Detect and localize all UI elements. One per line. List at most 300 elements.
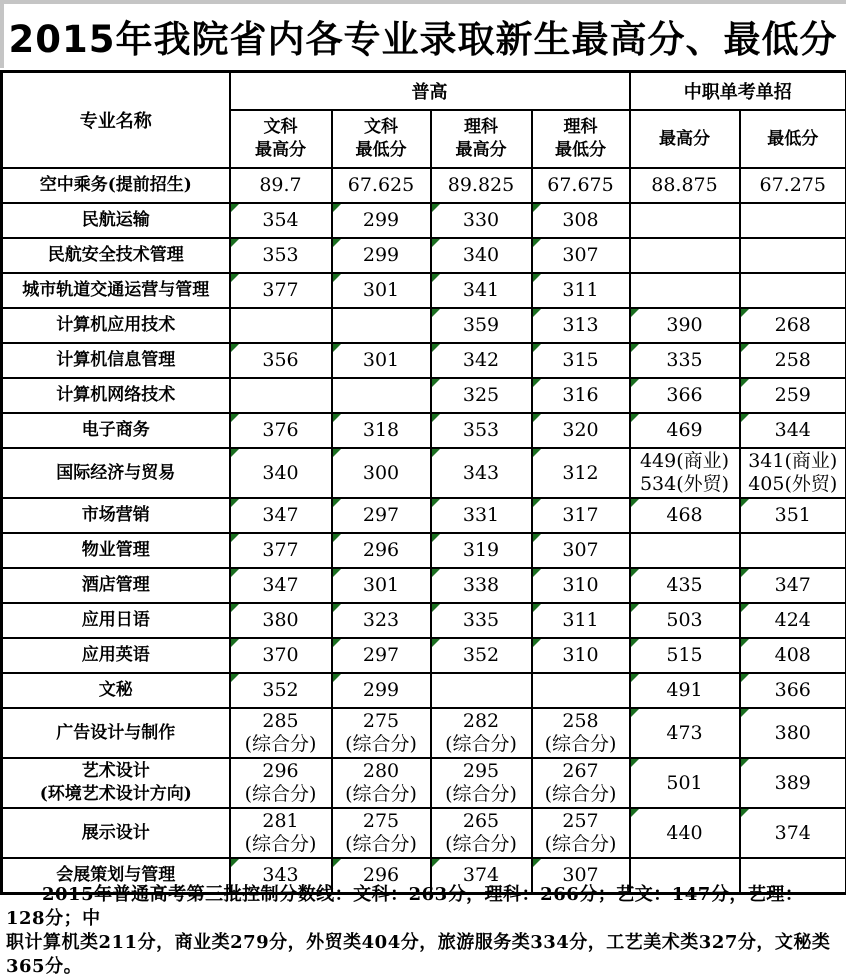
score-value: 299 [363,679,399,701]
table-row [2,603,846,638]
score-value: 424 [775,609,811,631]
error-indicator-icon [533,414,541,422]
error-indicator-icon [432,569,440,577]
score-cell [630,568,740,603]
score-cell [332,673,431,708]
score-cell [532,638,630,673]
score-cell [740,808,846,858]
error-indicator-icon [333,569,341,577]
score-cell [230,758,332,808]
score-value: 359 [463,314,499,336]
table-row [2,448,846,498]
score-cell [230,203,332,238]
error-indicator-icon [631,414,639,422]
error-indicator-icon [741,674,749,682]
header-group-vocational: 中职单考单招 [630,72,846,111]
error-indicator-icon [231,859,239,867]
major-name-cell: 物业管理 [2,533,230,568]
error-indicator-icon [741,414,749,422]
score-cell [630,343,740,378]
score-cell [740,378,846,413]
error-indicator-icon [231,534,239,542]
score-cell [630,603,740,638]
score-value: 312 [562,462,598,484]
error-indicator-icon [533,639,541,647]
score-cell [630,708,740,758]
table-row [2,568,846,603]
error-indicator-icon [741,309,749,317]
score-cell [532,448,630,498]
error-indicator-icon [231,604,239,612]
table-row [2,498,846,533]
score-value: 347 [262,574,298,596]
score-cell [332,638,431,673]
score-cell [532,568,630,603]
error-indicator-icon [432,604,440,612]
error-indicator-icon [432,204,440,212]
error-indicator-icon [631,344,639,352]
score-cell [431,378,532,413]
error-indicator-icon [432,344,440,352]
score-value: 440 [666,822,702,844]
error-indicator-icon [231,344,239,352]
table-row [2,413,846,448]
score-value: 88.875 [651,174,717,196]
major-name-cell: 艺术设计 (环境艺术设计方向) [2,758,230,808]
score-value: 67.625 [348,174,414,196]
error-indicator-icon [432,274,440,282]
score-cell [532,308,630,343]
score-cell [630,758,740,808]
score-value: 296 (综合分) [245,760,317,805]
score-value: 285 (综合分) [245,710,317,755]
score-cell [532,238,630,273]
major-name-cell: 展示设计 [2,808,230,858]
score-value: 89.7 [259,174,301,196]
score-value: 356 [262,349,298,371]
score-value: 352 [262,679,298,701]
score-value: 320 [562,419,598,441]
score-cell [230,378,332,413]
score-cell [431,568,532,603]
footnote: 2015年普通高考第三批控制分数线：文科：263分，理科：266分；艺文：147分，艺理：128分；中 职计算机类211分，商业类279分，外贸类404分，旅游服务类334分，工艺美术类327分，文秘类365分。 [6,883,840,979]
score-value: 374 [463,864,499,886]
error-indicator-icon [333,344,341,352]
score-value: 316 [562,384,598,406]
score-value: 67.275 [760,174,826,196]
score-cell [630,168,740,203]
score-value: 468 [666,504,702,526]
score-value: 389 [775,772,811,794]
header-vocational-max: 最高分 [630,110,740,168]
score-cell [431,308,532,343]
score-value: 341(商业) 405(外贸) [748,450,837,495]
score-value: 281 (综合分) [245,810,317,855]
error-indicator-icon [333,859,341,867]
error-indicator-icon [432,859,440,867]
score-value: 275 (综合分) [345,810,417,855]
error-indicator-icon [231,449,239,457]
major-name-cell: 计算机网络技术 [2,378,230,413]
page-title: 2015年我院省内各专业录取新生最高分、最低分 [4,6,842,66]
error-indicator-icon [333,414,341,422]
score-value: 297 [363,504,399,526]
error-indicator-icon [333,449,341,457]
score-value: 282 (综合分) [445,710,517,755]
error-indicator-icon [533,569,541,577]
error-indicator-icon [631,604,639,612]
score-value: 280 (综合分) [345,760,417,805]
score-value: 268 [775,314,811,336]
error-indicator-icon [533,379,541,387]
error-indicator-icon [231,239,239,247]
score-value: 307 [562,864,598,886]
score-cell [740,673,846,708]
error-indicator-icon [231,414,239,422]
score-value: 377 [262,279,298,301]
score-cell [332,758,431,808]
table-row [2,708,846,758]
header-vocational-min: 最低分 [740,110,846,168]
error-indicator-icon [533,309,541,317]
score-value: 352 [463,644,499,666]
score-cell [630,638,740,673]
score-cell [431,808,532,858]
header-arts-min: 文科 最低分 [332,110,431,168]
score-cell [431,498,532,533]
score-value: 380 [775,722,811,744]
score-cell [332,273,431,308]
error-indicator-icon [333,499,341,507]
error-indicator-icon [631,499,639,507]
score-value: 473 [666,722,702,744]
score-cell [230,568,332,603]
error-indicator-icon [333,604,341,612]
score-cell [431,708,532,758]
score-value: 310 [562,574,598,596]
score-cell [532,708,630,758]
window-top-edge [0,0,846,4]
score-value: 267 (综合分) [545,760,617,805]
score-value: 469 [666,419,702,441]
score-value: 258 [775,349,811,371]
error-indicator-icon [533,604,541,612]
score-cell [630,238,740,273]
error-indicator-icon [231,569,239,577]
score-cell [431,413,532,448]
error-indicator-icon [333,274,341,282]
score-cell [630,378,740,413]
score-cell [230,238,332,273]
score-cell [230,273,332,308]
error-indicator-icon [533,239,541,247]
score-value: 301 [363,574,399,596]
score-cell [532,378,630,413]
score-value: 501 [666,772,702,794]
header-row-groups [2,72,846,111]
major-name-cell: 市场营销 [2,498,230,533]
major-name-cell: 电子商务 [2,413,230,448]
score-cell [630,498,740,533]
score-value: 259 [775,384,811,406]
error-indicator-icon [231,639,239,647]
table-row [2,308,846,343]
error-indicator-icon [631,809,639,817]
score-cell [431,273,532,308]
score-cell [740,238,846,273]
score-cell [332,343,431,378]
score-cell [230,603,332,638]
score-cell [740,273,846,308]
score-cell [431,673,532,708]
score-value: 319 [463,539,499,561]
error-indicator-icon [333,239,341,247]
score-cell [740,343,846,378]
score-cell [332,203,431,238]
error-indicator-icon [432,534,440,542]
score-cell [230,343,332,378]
table-row [2,203,846,238]
major-name-cell: 应用日语 [2,603,230,638]
score-cell [332,808,431,858]
score-cell [332,533,431,568]
score-value: 347 [262,504,298,526]
table-row [2,378,846,413]
score-value: 275 (综合分) [345,710,417,755]
error-indicator-icon [533,344,541,352]
error-indicator-icon [533,859,541,867]
score-value: 301 [363,279,399,301]
major-name-cell: 民航运输 [2,203,230,238]
major-name-cell: 会展策划与管理 [2,858,230,894]
score-cell [230,708,332,758]
score-cell [230,448,332,498]
score-value: 307 [562,539,598,561]
header-science-max: 理科 最高分 [431,110,532,168]
score-value: 308 [562,209,598,231]
score-cell [740,638,846,673]
score-value: 311 [562,609,598,631]
score-cell [431,343,532,378]
score-cell [740,168,846,203]
score-value: 408 [775,644,811,666]
major-name-cell: 酒店管理 [2,568,230,603]
score-value: 366 [775,679,811,701]
score-value: 380 [262,609,298,631]
score-value: 449(商业) 534(外贸) [640,450,729,495]
score-cell [740,413,846,448]
score-cell [332,238,431,273]
score-value: 318 [363,419,399,441]
score-cell [532,498,630,533]
error-indicator-icon [432,449,440,457]
table-row [2,673,846,708]
score-cell [532,673,630,708]
score-cell [431,638,532,673]
score-cell [630,808,740,858]
score-value: 353 [262,244,298,266]
score-value: 515 [666,644,702,666]
score-cell [740,308,846,343]
score-cell [532,758,630,808]
score-value: 300 [363,462,399,484]
score-value: 338 [463,574,499,596]
score-cell [630,413,740,448]
score-cell [630,448,740,498]
score-cell [332,378,431,413]
error-indicator-icon [741,604,749,612]
score-cell [230,308,332,343]
score-cell [332,413,431,448]
score-cell [431,758,532,808]
error-indicator-icon [231,674,239,682]
table-row [2,808,846,858]
score-cell [740,498,846,533]
score-value: 67.675 [547,174,613,196]
table-row [2,533,846,568]
score-value: 351 [775,504,811,526]
error-indicator-icon [533,449,541,457]
header-science-min: 理科 最低分 [532,110,630,168]
error-indicator-icon [741,709,749,717]
score-cell [230,673,332,708]
score-value: 491 [666,679,702,701]
major-name-cell: 计算机信息管理 [2,343,230,378]
score-cell [230,638,332,673]
score-value: 347 [775,574,811,596]
score-value: 335 [666,349,702,371]
error-indicator-icon [432,379,440,387]
error-indicator-icon [432,639,440,647]
score-cell [532,273,630,308]
score-cell [532,603,630,638]
score-value: 315 [562,349,598,371]
major-name-cell: 应用英语 [2,638,230,673]
error-indicator-icon [533,204,541,212]
score-cell [332,308,431,343]
score-cell [740,758,846,808]
score-value: 299 [363,244,399,266]
score-cell [230,808,332,858]
score-value: 297 [363,644,399,666]
error-indicator-icon [333,674,341,682]
major-name-cell: 空中乘务(提前招生) [2,168,230,203]
score-value: 377 [262,539,298,561]
score-cell [230,498,332,533]
score-cell [230,168,332,203]
score-value: 89.825 [448,174,514,196]
score-value: 342 [463,349,499,371]
score-value: 307 [562,244,598,266]
error-indicator-icon [432,309,440,317]
score-cell [431,448,532,498]
score-value: 330 [463,209,499,231]
score-cell [332,168,431,203]
score-cell [630,273,740,308]
error-indicator-icon [741,809,749,817]
score-value: 317 [562,504,598,526]
major-name-cell: 计算机应用技术 [2,308,230,343]
error-indicator-icon [631,379,639,387]
scores-table [0,70,846,895]
score-cell [431,533,532,568]
error-indicator-icon [432,499,440,507]
error-indicator-icon [432,239,440,247]
error-indicator-icon [741,639,749,647]
score-value: 370 [262,644,298,666]
score-value: 341 [463,279,499,301]
score-value: 390 [666,314,702,336]
score-value: 354 [262,209,298,231]
score-value: 325 [463,384,499,406]
score-cell [431,203,532,238]
score-value: 265 (综合分) [445,810,517,855]
score-cell [630,203,740,238]
error-indicator-icon [231,499,239,507]
score-value: 376 [262,419,298,441]
table-row [2,238,846,273]
error-indicator-icon [533,534,541,542]
error-indicator-icon [741,379,749,387]
error-indicator-icon [231,274,239,282]
error-indicator-icon [333,534,341,542]
score-cell [532,533,630,568]
header-major-name: 专业名称 [2,72,230,169]
score-value: 310 [562,644,598,666]
score-cell [740,568,846,603]
error-indicator-icon [432,414,440,422]
score-cell [532,203,630,238]
table-row [2,638,846,673]
score-value: 313 [562,314,598,336]
error-indicator-icon [631,639,639,647]
error-indicator-icon [333,639,341,647]
score-value: 257 (综合分) [545,810,617,855]
score-value: 374 [775,822,811,844]
error-indicator-icon [533,274,541,282]
score-cell [740,708,846,758]
score-cell [532,343,630,378]
score-value: 435 [666,574,702,596]
error-indicator-icon [741,499,749,507]
score-cell [532,168,630,203]
error-indicator-icon [741,759,749,767]
score-value: 344 [775,419,811,441]
table-row [2,343,846,378]
score-value: 295 (综合分) [445,760,517,805]
score-value: 258 (综合分) [545,710,617,755]
score-cell [332,603,431,638]
score-value: 335 [463,609,499,631]
major-name-cell: 文秘 [2,673,230,708]
major-name-cell: 广告设计与制作 [2,708,230,758]
score-cell [230,533,332,568]
error-indicator-icon [631,709,639,717]
header-group-regular: 普高 [230,72,630,111]
header-arts-max: 文科 最高分 [230,110,332,168]
score-value: 353 [463,419,499,441]
score-cell [630,533,740,568]
error-indicator-icon [631,759,639,767]
table-row [2,758,846,808]
score-value: 296 [363,539,399,561]
score-value: 340 [262,462,298,484]
score-cell [332,498,431,533]
score-cell [532,808,630,858]
score-cell [630,673,740,708]
score-value: 503 [666,609,702,631]
score-value: 311 [562,279,598,301]
